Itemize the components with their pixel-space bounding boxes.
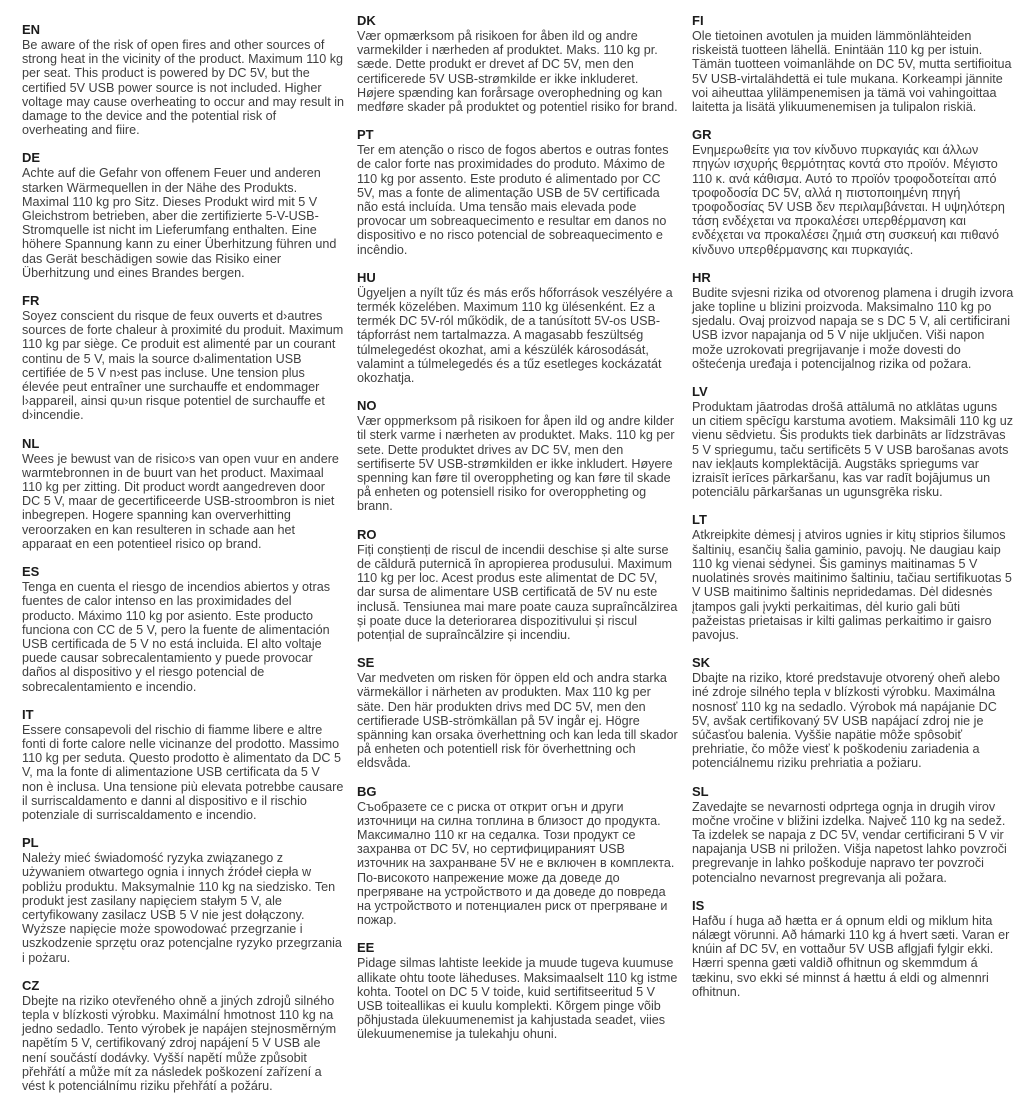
section-sk bbox=[692, 656, 1014, 770]
language-code-it: IT bbox=[22, 706, 34, 722]
language-code-dk: DK bbox=[357, 13, 376, 28]
section-pl bbox=[22, 836, 344, 965]
section-no bbox=[357, 399, 679, 513]
warning-text-lv: Produktam jāatrodas drošā attālumā no atklātas uguns un citiem spēcīgu karstuma avotiem. Maksimāli 110 kg uz vienu sēdvietu. Šis produkts tiek darbināts ar līdzstrāvas 5 V spriegumu, taču sertificēts 5 V USB barošanas avots nav iekļauts komplektācijā. Augstāks spriegums var izraisīt ierīces pārkaršanu, kas var radīt bojājumus un potenciālu pārkaršanas un ugunsgrēka risku. bbox=[692, 400, 1014, 500]
warning-text-pl: Należy mieć świadomość ryzyka związanego z używaniem otwartego ognia i innych źródeł ciepła w pobliżu produktu. Maksymalnie 110 kg na siedzisko. Ten produkt jest zasilany napięciem stałym 5 V, ale certyfikowany zasilacz USB 5 V nie jest dołączony. Wyższe napięcie może spowodować przegrzanie i uszkodzenie sprzętu oraz potencjalne ryzyko przegrzania i pożaru. bbox=[22, 851, 342, 965]
section-pt bbox=[357, 128, 679, 257]
warning-text-cz: Dbejte na riziko otevřeného ohně a jiných zdrojů silného tepla v blízkosti výrobku. Maximální hmotnost 110 kg na jedno sedadlo. Tento výrobek je napájen stejnosměrným napětím 5 V, certifikovaný zdroj napájení 5 V USB ale není součástí dodávky. Vyšší napětí může způsobit přehřátí a může mít za následek poškození zařízení a vést k potenciálnímu riziku přehřátí a požáru. bbox=[22, 993, 337, 1093]
language-code-lt: LT bbox=[692, 512, 707, 528]
warning-text-nl: Wees je bewust van de risico›s van open vuur en andere warmtebronnen in de buurt van het product. Maximaal 110 kg per zitting. Dit product wordt aangedreven door DC 5 V, maar de gecertificeerde USB-stroombron is niet inbegrepen. Hogere spanning kan oververhitting veroorzaken en kan resulteren in schade aan het apparaat en een potentieel risico op brand. bbox=[22, 451, 339, 551]
language-code-is: IS bbox=[692, 897, 705, 913]
warning-text-hu: Ügyeljen a nyílt tűz és más erős hőforrások veszélyére a termék közelében. Maximum 110 kg ülésenként. Ez a termék DC 5V-ról működik, de a tanúsított 5V-os USB-tápforrást nem tartalmazza. A magasabb feszültség túlmelegedést okozhat, ami a készülék károsodását, valamint a túlmelegedés és a tűz esetleges kockázatát okozhatja. bbox=[357, 285, 673, 386]
language-code-ro: RO bbox=[357, 526, 377, 542]
warning-text-bg: Съобразете се с риска от открит огън и други източници на силна топлина в близост до продукта. Максимално 110 кг на седалка. Този продукт се захранва от DC 5V, но сертифицираният USB източник на захранване 5V не е включен в комплекта. По-високото напрежение може да доведе до прегряване на устройството и да доведе до повреда на устройството и потенциален риск от прегряване и пожар. bbox=[357, 799, 675, 928]
language-code-gr: GR bbox=[692, 127, 712, 143]
section-lt bbox=[692, 513, 1014, 642]
language-code-hu: HU bbox=[357, 269, 376, 285]
language-code-en: EN bbox=[22, 22, 41, 37]
section-nl bbox=[22, 437, 344, 551]
warning-text-ro: Fiți conștienți de riscul de incendii deschise și alte surse de căldură puternică în apropierea produsului. Maximum 110 kg per loc. Acest produs este alimentat de DC 5V, dar sursa de alimentare USB certificată de 5V nu este inclusă. Tensiunea mai mare poate cauza supraîncălzirea și poate duce la deteriorarea dispozitivului și riscul potențial de supraîncălzire și incendiu. bbox=[357, 542, 678, 642]
section-is bbox=[692, 899, 1014, 999]
warning-text-sk: Dbajte na riziko, ktoré predstavuje otvorený oheň alebo iné zdroje silného tepla v blízkosti výrobku. Maximálna nosnosť 110 kg na sedadlo. Výrobok má napájanie DC 5V, avšak certifikovaný 5V USB napájací zdroj nie je súčasťou balenia. Vyššie napätie môže spôsobiť prehriatie, čo môže viesť k poškodeniu zariadenia a potenciálnemu riziku prehriatia a požiaru. bbox=[692, 671, 1001, 771]
language-code-sk: SK bbox=[692, 655, 711, 671]
warning-text-sl: Zavedajte se nevarnosti odprtega ognja in drugih virov močne vročine v bližini izdelka. Največ 110 kg na sedež. Ta izdelek se napaja z DC 5V, vendar certificirani 5 V vir napajanja USB ni priložen. Višja napetost lahko povzroči pregrevanje in lahko poškoduje napravo ter povzroči potencialno nevarnost pregrevanja ali požara. bbox=[692, 799, 1007, 885]
section-ee bbox=[357, 941, 679, 1041]
language-code-sl: SL bbox=[692, 783, 709, 799]
section-dk bbox=[357, 14, 679, 114]
section-de bbox=[22, 151, 344, 280]
section-hu bbox=[357, 271, 679, 385]
section-es bbox=[22, 565, 344, 694]
language-code-cz: CZ bbox=[22, 977, 40, 993]
language-code-hr: HR bbox=[692, 269, 711, 285]
language-code-fi: FI bbox=[692, 13, 704, 28]
language-code-se: SE bbox=[357, 655, 375, 671]
section-fr bbox=[22, 294, 344, 423]
warning-text-no: Vær oppmerksom på risikoen for åpen ild og andre kilder til sterk varme i nærheten av produktet. Maks. 110 kg per sete. Dette produktet drives av DC 5V, men den sertifiserte 5V USB-strømkilden er ikke inkludert. Høyere spenning kan føre til overoppheting og kan føre til skade på enheten og potensiell risiko for overoppheting og brann. bbox=[357, 414, 675, 514]
column-1 bbox=[22, 14, 345, 1093]
warning-text-fi: Ole tietoinen avotulen ja muiden lämmönlähteiden riskeistä tuotteen lähellä. Enintään 110 kg per istuin. Tämän tuotteen voimanlähde on DC 5V, mutta sertifioitua 5V USB-virtalähdettä ei tule mukana. Korkeampi jännite voi aiheuttaa ylilämpenemisen ja tämä voi vahingoittaa laitetta ja lisätä ylikuumenemisen ja tulipalon riskiä. bbox=[692, 29, 1012, 115]
warning-text-de: Achte auf die Gefahr von offenem Feuer und anderen starken Wärmequellen in der Nähe des Produkts. Maximal 110 kg pro Sitz. Dieses Produkt wird mit 5 V Gleichstrom betrieben, aber die zertifizierte 5-V-USB-Stromquelle ist nicht im Lieferumfang enthalten. Eine höhere Spannung kann zu einer Überhitzung führen und das Gerät beschädigen sowie das Risiko einer Überhitzung und eines Brandes bergen. bbox=[22, 166, 337, 280]
warning-text-is: Hafðu í huga að hætta er á opnum eldi og miklum hita nálægt vörunni. Að hámarki 110 kg á hvert sæti. Varan er knúin af DC 5V, en vottaður 5V USB aflgjafi fylgir ekki. Hærri spenna gæti valdið ofhitnun og skemmdum á tækinu, svo ekki sé minnst á hættu á eldi og almennri ofhitnun. bbox=[692, 913, 1010, 999]
language-code-es: ES bbox=[22, 564, 40, 580]
warning-text-it: Essere consapevoli del rischio di fiamme libere e altre fonti di forte calore nelle vicinanze del prodotto. Massimo 110 kg per seduta. Questo prodotto è alimentato da DC 5 V, ma la fonte di alimentazione USB certificata da 5 V non è inclusa. Una tensione più elevata potrebbe causare il surriscaldamento e danni al dispositivo e il rischio potenziale di surriscaldamento e incendio. bbox=[22, 722, 344, 822]
section-bg bbox=[357, 785, 679, 928]
language-code-de: DE bbox=[22, 150, 41, 166]
section-fi bbox=[692, 14, 1014, 114]
section-en bbox=[22, 23, 344, 137]
warning-text-pt: Ter em atenção o risco de fogos abertos e outras fontes de calor forte nas proximidades do produto. Máximo de 110 kg por assento. Este produto é alimentado por CC 5V, mas a fonte de alimentação USB de 5V certificada não está incluída. Uma tensão mais elevada pode provocar um sobreaquecimento e resultar em danos no dispositivo e no risco potencial de sobreaquecimento e incêndio. bbox=[357, 143, 669, 257]
section-hr bbox=[692, 271, 1014, 371]
warning-text-fr: Soyez conscient du risque de feux ouverts et d›autres sources de forte chaleur à proximité du produit. Maximum 110 kg par siège. Ce produit est alimenté par un courant continu de 5 V, mais la source d›alimentation USB certifiée de 5 V n›est pas incluse. Une tension plus élevée peut entraîner une surchauffe et endommager l›appareil, ainsi qu›un risque potentiel de surchauffe et d›incendie. bbox=[22, 309, 344, 423]
column-2 bbox=[357, 13, 679, 1042]
warning-text-hr: Budite svjesni rizika od otvorenog plamena i drugih izvora jake topline u blizini proizvoda. Maksimalno 110 kg po sjedalu. Ovaj proizvod napaja se s DC 5 V, ali certificirani USB izvor napajanja od 5 V nije uključen. Viši napon može uzrokovati pregrijavanje i može dovesti do oštećenja uređaja i potencijalnog rizika od požara. bbox=[692, 285, 1014, 371]
language-code-pt: PT bbox=[357, 127, 374, 143]
section-ro bbox=[357, 528, 679, 642]
warning-text-gr: Ενημερωθείτε για τον κίνδυνο πυρκαγιάς και άλλων πηγών ισχυρής θερμότητας κοντά στο προϊόν. Μέγιστο 110 κ. ανά κάθισμα. Αυτό το προϊόν τροφοδοτείται από τροφοδοσία DC 5V, αλλά η πιστοποιημένη πηγή τροφοδοσίας 5V USB δεν περιλαμβάνεται. Η υψηλότερη τάση ενδέχεται να προκαλέσει υπερθέρμανση και ενδέχεται να προκαλέσει ζημιά στη συσκευή και πιθανό κίνδυνο υπερθέρμανσης και πυρκαγιάς. bbox=[692, 143, 1005, 257]
section-lv bbox=[692, 385, 1014, 499]
language-code-no: NO bbox=[357, 398, 377, 414]
warning-text-ee: Pidage silmas lahtiste leekide ja muude tugeva kuumuse allikate ohtu toote läheduses. Maksimaalselt 110 kg istme kohta. Tootel on DC 5 V toide, kuid sertifitseeritud 5 V USB toiteallikas ei kuulu komplekti. Kõrgem pinge võib põhjustada ülekuumenemist ja kahjustada seadet, viies ülekuumenemise ja tulekahju ohuni. bbox=[357, 956, 678, 1042]
section-it bbox=[22, 708, 344, 822]
language-code-bg: BG bbox=[357, 783, 377, 799]
language-code-ee: EE bbox=[357, 940, 375, 956]
warning-text-en: Be aware of the risk of open fires and other sources of strong heat in the vicinity of the product. Maximum 110 kg per seat. This product is powered by DC 5V, but the certified 5V USB power source is not included. Higher voltage may cause overheating to occur and may result in damage to the device and the potential risk of overheating and fiire. bbox=[22, 38, 345, 138]
section-gr bbox=[692, 128, 1014, 257]
column-3 bbox=[692, 14, 1014, 1024]
warning-text-es: Tenga en cuenta el riesgo de incendios abiertos y otras fuentes de calor intenso en las proximidades del producto. Máximo 110 kg por asiento. Este producto funciona con CC de 5 V, pero la fuente de alimentación USB certificada de 5 V no está incluida. El alto voltaje puede causar sobrecalentamiento y puede provocar daños al dispositivo y el riesgo potencial de sobrecalentamiento e incendio. bbox=[22, 580, 331, 694]
language-code-nl: NL bbox=[22, 435, 40, 451]
section-se bbox=[357, 656, 679, 770]
language-code-fr: FR bbox=[22, 293, 40, 309]
language-code-pl: PL bbox=[22, 835, 39, 851]
section-sl bbox=[692, 785, 1014, 885]
warning-text-se: Var medveten om risken för öppen eld och andra starka värmekällor i närheten av produkten. Max 110 kg per säte. Den här produkten drivs med DC 5V, men den certifierade USB-strömkällan på 5V ingår ej. Högre spänning kan orsaka överhettning och kan leda till skador på enheten och potentiell risk för överhettning och eldsvåda. bbox=[357, 671, 678, 771]
language-code-lv: LV bbox=[692, 384, 708, 400]
warning-text-lt: Atkreipkite dėmesį į atviros ugnies ir kitų stiprios šilumos šaltinių, esančių šalia gaminio, pavojų. Ne daugiau kaip 110 kg vienai sėdynei. Šis gaminys maitinamas 5 V nuolatinės srovės maitinimo šaltiniu, tačiau sertifikuotas 5 V USB maitinimo šaltinis nepridedamas. Dėl didesnės įtampos gali įvykti perkaitimas, dėl kurio gali būti pažeistas prietaisas ir kilti galimas perkaitimo ir gaisro pavojus. bbox=[692, 528, 1012, 642]
section-cz bbox=[22, 979, 344, 1093]
warning-text-dk: Vær opmærksom på risikoen for åben ild og andre varmekilder i nærheden af produktet. Maks. 110 kg pr. sæde. Dette produkt er drevet af DC 5V, men den certificerede 5V USB-strømkilde er ikke inkluderet. Højere spænding kan forårsage overophedning og kan medføre skader på produktet og potentiel risiko for brand. bbox=[357, 29, 678, 115]
